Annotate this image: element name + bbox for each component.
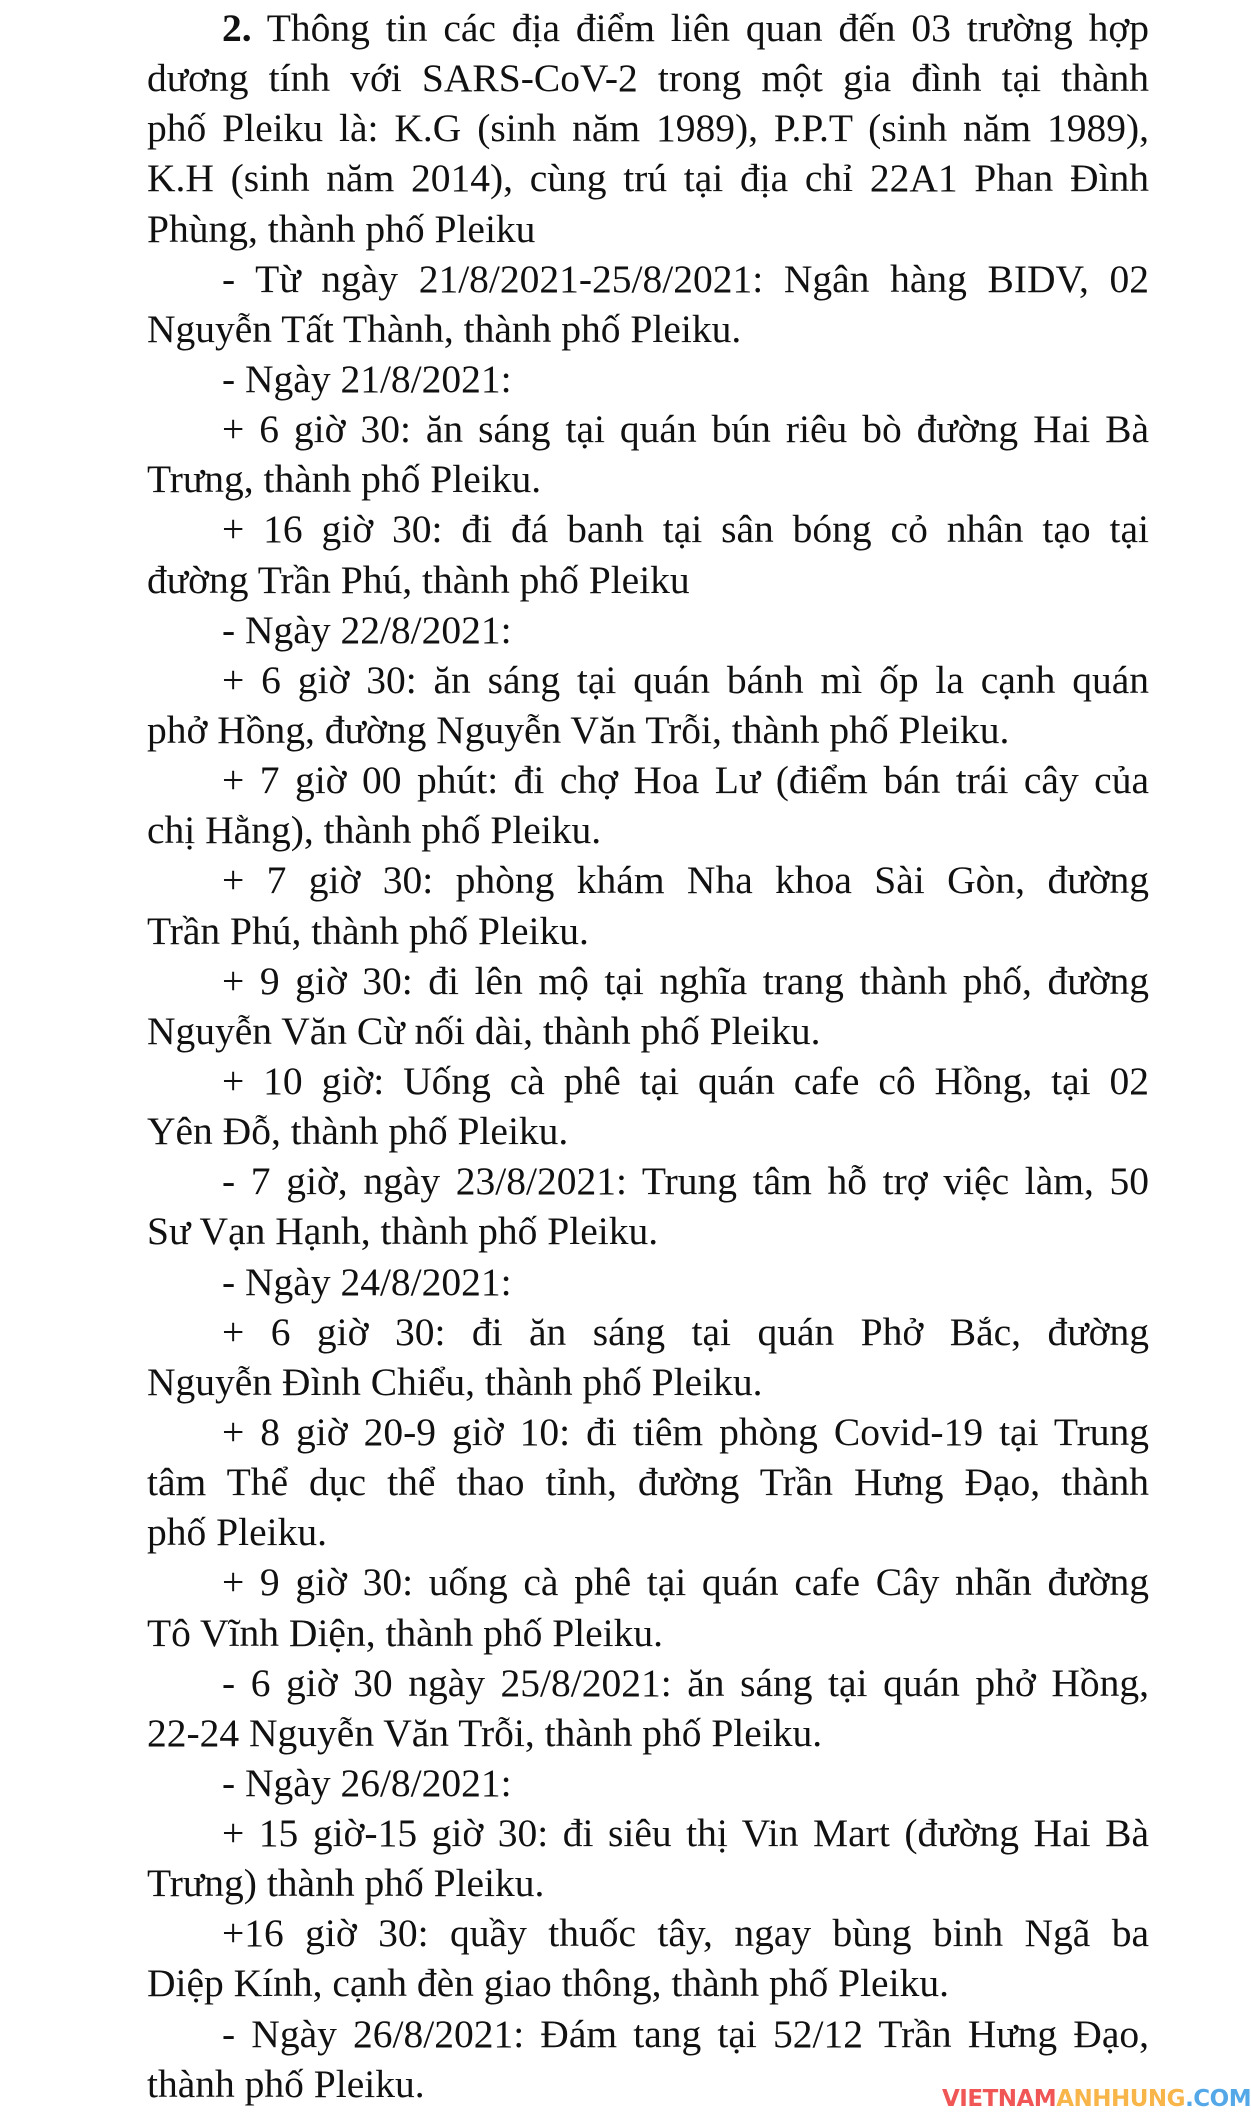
line-text: + 6 giờ 30: ăn sáng tại quán bún riêu bò đường Hai Bà bbox=[222, 407, 1149, 452]
text-line bbox=[147, 155, 1149, 205]
text-line bbox=[147, 306, 1149, 356]
line-text: thành phố Pleiku. bbox=[147, 2061, 425, 2106]
paragraph bbox=[147, 1158, 1149, 1258]
text-line bbox=[147, 958, 1149, 1008]
document-body bbox=[147, 5, 1149, 2111]
line-text: + 9 giờ 30: đi lên mộ tại nghĩa trang thành phố, đường bbox=[222, 958, 1149, 1003]
line-text: + 10 giờ: Uống cà phê tại quán cafe cô Hồng, tại 02 bbox=[222, 1058, 1149, 1103]
text-line bbox=[147, 1760, 1149, 1810]
line-text: Trưng) thành phố Pleiku. bbox=[147, 1861, 545, 1906]
paragraph bbox=[147, 757, 1149, 857]
line-text: - Ngày 21/8/2021: bbox=[222, 356, 512, 401]
text-line bbox=[147, 1610, 1149, 1660]
paragraph bbox=[147, 857, 1149, 957]
text-line bbox=[147, 1359, 1149, 1409]
paragraph bbox=[147, 256, 1149, 356]
text-line bbox=[147, 1710, 1149, 1760]
paragraph bbox=[147, 1910, 1149, 2010]
text-line bbox=[147, 807, 1149, 857]
paragraph bbox=[147, 1559, 1149, 1659]
text-line bbox=[147, 1660, 1149, 1710]
line-text: - Ngày 26/8/2021: bbox=[222, 1760, 512, 1805]
line-text: + 15 giờ-15 giờ 30: đi siêu thị Vin Mart (đường Hai Bà bbox=[222, 1811, 1149, 1856]
line-text: K.H (sinh năm 2014), cùng trú tại địa chỉ 22A1 Phan Đình bbox=[147, 156, 1149, 201]
line-text: + 6 giờ 30: ăn sáng tại quán bánh mì ốp la cạnh quán bbox=[222, 657, 1149, 702]
line-text: - Ngày 24/8/2021: bbox=[222, 1259, 512, 1304]
text-line bbox=[147, 1158, 1149, 1208]
text-line bbox=[147, 1108, 1149, 1158]
text-line bbox=[147, 757, 1149, 807]
text-line bbox=[147, 105, 1149, 155]
line-text: Nguyễn Văn Cừ nối dài, thành phố Pleiku. bbox=[147, 1008, 821, 1053]
line-text: + 6 giờ 30: đi ăn sáng tại quán Phở Bắc, đường bbox=[222, 1309, 1149, 1354]
text-line bbox=[147, 2011, 1149, 2061]
line-text: phố Pleiku là: K.G (sinh năm 1989), P.P.T (sinh năm 1989), bbox=[147, 106, 1149, 151]
line-text: + 7 giờ 30: phòng khám Nha khoa Sài Gòn, đường bbox=[222, 858, 1149, 903]
paragraph bbox=[147, 1259, 1149, 1309]
line-text: Nguyễn Đình Chiểu, thành phố Pleiku. bbox=[147, 1359, 763, 1404]
line-text: - 7 giờ, ngày 23/8/2021: Trung tâm hỗ trợ việc làm, 50 bbox=[222, 1159, 1149, 1204]
paragraph bbox=[147, 356, 1149, 406]
text-line bbox=[147, 707, 1149, 757]
paragraph bbox=[147, 1058, 1149, 1158]
text-line bbox=[147, 1509, 1149, 1559]
line-text: chị Hằng), thành phố Pleiku. bbox=[147, 808, 602, 853]
line-text: + 8 giờ 20-9 giờ 10: đi tiêm phòng Covid-19 tại Trung bbox=[222, 1409, 1149, 1454]
text-line bbox=[147, 557, 1149, 607]
line-text: dương tính với SARS-CoV-2 trong một gia đình tại thành bbox=[147, 56, 1149, 101]
text-line bbox=[147, 1058, 1149, 1108]
line-text: + 9 giờ 30: uống cà phê tại quán cafe Cây nhãn đường bbox=[222, 1560, 1149, 1605]
paragraph bbox=[147, 958, 1149, 1058]
section-number: 2. bbox=[222, 6, 252, 50]
line-text: phở Hồng, đường Nguyễn Văn Trỗi, thành phố Pleiku. bbox=[147, 707, 1010, 752]
paragraph bbox=[147, 1760, 1149, 1810]
paragraph bbox=[147, 1660, 1149, 1760]
line-text: Tô Vĩnh Diện, thành phố Pleiku. bbox=[147, 1610, 664, 1655]
watermark-logo bbox=[942, 2086, 1251, 2112]
line-text: Trưng, thành phố Pleiku. bbox=[147, 457, 542, 502]
paragraph bbox=[147, 1309, 1149, 1409]
text-line bbox=[147, 1810, 1149, 1860]
line-text: Yên Đỗ, thành phố Pleiku. bbox=[147, 1109, 569, 1154]
line-text: + 7 giờ 00 phút: đi chợ Hoa Lư (điểm bán trái cây của bbox=[222, 758, 1149, 803]
paragraph bbox=[147, 406, 1149, 506]
text-line bbox=[147, 256, 1149, 306]
paragraph bbox=[147, 1810, 1149, 1910]
watermark-part-com: .COM bbox=[1185, 2086, 1251, 2112]
text-line bbox=[147, 1459, 1149, 1509]
paragraph bbox=[147, 657, 1149, 757]
text-line bbox=[147, 506, 1149, 556]
text-line bbox=[147, 1559, 1149, 1609]
text-line bbox=[147, 657, 1149, 707]
line-text: Trần Phú, thành phố Pleiku. bbox=[147, 908, 589, 953]
watermark-part-vietnam: VIETNAM bbox=[942, 2086, 1057, 2112]
paragraph bbox=[147, 1409, 1149, 1559]
line-text: - Ngày 26/8/2021: Đám tang tại 52/12 Trần Hưng Đạo, bbox=[222, 2011, 1149, 2056]
text-line bbox=[147, 406, 1149, 456]
text-line bbox=[147, 1409, 1149, 1459]
text-line bbox=[147, 1259, 1149, 1309]
text-line bbox=[147, 857, 1149, 907]
line-text: Diệp Kính, cạnh đèn giao thông, thành phố Pleiku. bbox=[147, 1961, 949, 2006]
line-text: - 6 giờ 30 ngày 25/8/2021: ăn sáng tại quán phở Hồng, bbox=[222, 1660, 1149, 1705]
text-line bbox=[147, 607, 1149, 657]
text-line bbox=[147, 1960, 1149, 2010]
text-line bbox=[147, 1910, 1149, 1960]
paragraph bbox=[147, 5, 1149, 256]
line-text: Nguyễn Tất Thành, thành phố Pleiku. bbox=[147, 306, 742, 351]
text-line bbox=[147, 1860, 1149, 1910]
line-text: - Ngày 22/8/2021: bbox=[222, 607, 512, 652]
text-line bbox=[147, 1309, 1149, 1359]
text-line bbox=[147, 55, 1149, 105]
paragraph bbox=[147, 506, 1149, 606]
watermark-part-anhhung: ANHHUNG bbox=[1056, 2086, 1186, 2112]
line-text: đường Trần Phú, thành phố Pleiku bbox=[147, 557, 690, 602]
line-text: Phùng, thành phố Pleiku bbox=[147, 206, 536, 251]
line-text: + 16 giờ 30: đi đá banh tại sân bóng cỏ nhân tạo tại bbox=[222, 507, 1149, 552]
paragraph bbox=[147, 607, 1149, 657]
line-text: Thông tin các địa điểm liên quan đến 03 trường hợp bbox=[266, 6, 1149, 50]
line-text: Sư Vạn Hạnh, thành phố Pleiku. bbox=[147, 1209, 659, 1254]
text-line bbox=[147, 206, 1149, 256]
text-line bbox=[147, 356, 1149, 406]
line-text: +16 giờ 30: quầy thuốc tây, ngay bùng binh Ngã ba bbox=[222, 1911, 1149, 1956]
text-line bbox=[147, 908, 1149, 958]
line-text: phố Pleiku. bbox=[147, 1510, 327, 1555]
line-text: - Từ ngày 21/8/2021-25/8/2021: Ngân hàng BIDV, 02 bbox=[222, 256, 1149, 301]
text-line bbox=[147, 5, 1149, 55]
text-line bbox=[147, 456, 1149, 506]
text-line bbox=[147, 1008, 1149, 1058]
text-line bbox=[147, 1208, 1149, 1258]
line-text: 22-24 Nguyễn Văn Trỗi, thành phố Pleiku. bbox=[147, 1710, 823, 1755]
line-text: tâm Thể dục thể thao tỉnh, đường Trần Hưng Đạo, thành bbox=[147, 1460, 1149, 1505]
